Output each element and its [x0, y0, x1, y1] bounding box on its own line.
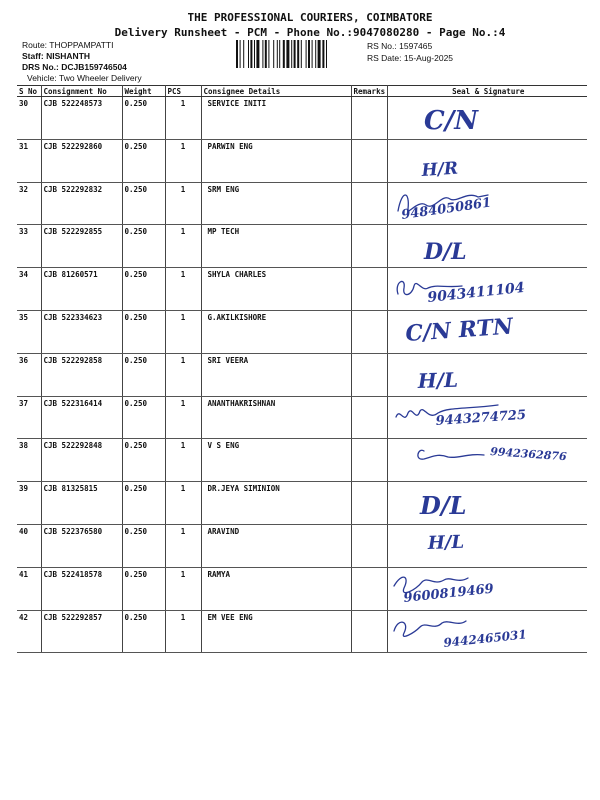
cell-consignee: SHYLA CHARLES: [201, 268, 351, 311]
cell-signature: [387, 268, 587, 311]
cell-remarks: [351, 97, 387, 140]
cell-signature: [387, 567, 587, 610]
cell-remarks: [351, 310, 387, 353]
drs-value: DCJB159746504: [61, 62, 127, 72]
svg-text:9443274725: 9443274725: [434, 407, 527, 429]
col-header-sno: S No: [17, 86, 41, 97]
cell-signature: [387, 97, 587, 140]
cell-consignment: CJB 522292860: [41, 139, 122, 182]
cell-consignment: CJB 522316414: [41, 396, 122, 439]
rs-number-line: [367, 41, 432, 51]
svg-text:H/L: H/L: [416, 367, 458, 393]
rs-number-value: 1597465: [399, 41, 433, 51]
svg-text:D/L: D/L: [423, 239, 467, 266]
cell-pcs: 1: [165, 610, 201, 653]
cell-consignee: PARWIN ENG: [201, 139, 351, 182]
route-label: Route:: [22, 40, 48, 50]
svg-text:D/L: D/L: [419, 491, 466, 521]
cell-consignee: ANANTHAKRISHNAN: [201, 396, 351, 439]
cell-consignee: RAMYA: [201, 567, 351, 610]
cell-weight: 0.250: [122, 353, 165, 396]
cell-consignee: G.AKILKISHORE: [201, 310, 351, 353]
handwritten-signature: [388, 268, 596, 310]
handwritten-signature: [388, 568, 596, 610]
svg-text:H/R: H/R: [420, 158, 459, 181]
cell-sno: 34: [17, 268, 41, 311]
cell-remarks: [351, 353, 387, 396]
handwritten-signature: [388, 354, 596, 396]
cell-weight: 0.250: [122, 610, 165, 653]
col-header-pcs: PCS: [165, 86, 201, 97]
table-row: [17, 139, 587, 182]
cell-remarks: [351, 268, 387, 311]
company-title: THE PROFESSIONAL COURIERS, COIMBATORE: [187, 11, 433, 24]
cell-weight: 0.250: [122, 396, 165, 439]
cell-signature: [387, 225, 587, 268]
cell-weight: 0.250: [122, 567, 165, 610]
cell-consignment: CJB 522334623: [41, 310, 122, 353]
route-line: [22, 40, 114, 50]
cell-signature: [387, 310, 587, 353]
runsheet-subtitle: Delivery Runsheet - PCM - Phone No.:9047080280 - Page No.:4: [114, 26, 506, 39]
cell-pcs: 1: [165, 182, 201, 225]
cell-signature: [387, 353, 587, 396]
barcode-image: [236, 40, 362, 68]
cell-consignment: CJB 522376580: [41, 524, 122, 567]
svg-text:9942362876: 9942362876: [489, 445, 567, 464]
table-header-row: [17, 86, 587, 97]
cell-sno: 33: [17, 225, 41, 268]
table-row: [17, 225, 587, 268]
cell-remarks: [351, 482, 387, 525]
handwritten-signature: [388, 97, 596, 139]
cell-remarks: [351, 396, 387, 439]
cell-remarks: [351, 182, 387, 225]
cell-consignment: CJB 522292848: [41, 439, 122, 482]
cell-consignment: CJB 522292858: [41, 353, 122, 396]
cell-consignment: CJB 81325815: [41, 482, 122, 525]
handwritten-signature: [388, 225, 596, 267]
cell-remarks: [351, 225, 387, 268]
cell-consignee: EM VEE ENG: [201, 610, 351, 653]
cell-consignee: ARAVIND: [201, 524, 351, 567]
handwritten-signature: [388, 183, 596, 225]
cell-consignee: DR.JEYA SIMINION: [201, 482, 351, 525]
cell-sno: 38: [17, 439, 41, 482]
cell-sno: 39: [17, 482, 41, 525]
svg-text:9600819469: 9600819469: [402, 581, 494, 606]
cell-pcs: 1: [165, 139, 201, 182]
table-row: [17, 268, 587, 311]
table-row: [17, 610, 587, 653]
cell-sno: 40: [17, 524, 41, 567]
cell-consignment: CJB 81260571: [41, 268, 122, 311]
col-header-consignee: Consignee Details: [201, 86, 351, 97]
staff-value: NISHANTH: [46, 51, 91, 61]
vehicle-label: Vehicle:: [27, 73, 57, 83]
cell-consignment: CJB 522292832: [41, 182, 122, 225]
cell-remarks: [351, 567, 387, 610]
cell-signature: [387, 396, 587, 439]
cell-weight: 0.250: [122, 225, 165, 268]
cell-weight: 0.250: [122, 439, 165, 482]
cell-weight: 0.250: [122, 524, 165, 567]
cell-weight: 0.250: [122, 268, 165, 311]
svg-text:9442465031: 9442465031: [442, 626, 527, 650]
cell-remarks: [351, 524, 387, 567]
col-header-weight: Weight: [122, 86, 165, 97]
cell-sno: 41: [17, 567, 41, 610]
drs-label: DRS No.:: [22, 62, 59, 72]
cell-sno: 32: [17, 182, 41, 225]
cell-remarks: [351, 439, 387, 482]
cell-sno: 35: [17, 310, 41, 353]
cell-consignment: CJB 522418578: [41, 567, 122, 610]
svg-text:C/N: C/N: [423, 106, 478, 136]
vehicle-line: [27, 73, 142, 83]
cell-pcs: 1: [165, 482, 201, 525]
cell-pcs: 1: [165, 524, 201, 567]
cell-weight: 0.250: [122, 310, 165, 353]
handwritten-signature: [388, 140, 596, 182]
table-row: [17, 310, 587, 353]
cell-signature: [387, 482, 587, 525]
cell-pcs: 1: [165, 567, 201, 610]
cell-signature: [387, 610, 587, 653]
table-row: [17, 439, 587, 482]
staff-label: Staff:: [22, 51, 44, 61]
cell-consignee: MP TECH: [201, 225, 351, 268]
cell-consignee: SRM ENG: [201, 182, 351, 225]
cell-sno: 30: [17, 97, 41, 140]
svg-text:9484050861: 9484050861: [399, 195, 492, 223]
cell-sno: 36: [17, 353, 41, 396]
handwritten-signature: [388, 439, 596, 481]
cell-sno: 37: [17, 396, 41, 439]
handwritten-signature: [388, 397, 596, 439]
rs-number-label: RS No.:: [367, 41, 397, 51]
handwritten-signature: [388, 525, 596, 567]
cell-sno: 31: [17, 139, 41, 182]
drs-line: [22, 62, 127, 72]
cell-sno: 42: [17, 610, 41, 653]
table-row: [17, 524, 587, 567]
cell-consignment: CJB 522292855: [41, 225, 122, 268]
cell-consignment: CJB 522292857: [41, 610, 122, 653]
cell-pcs: 1: [165, 225, 201, 268]
cell-signature: [387, 139, 587, 182]
table-row: [17, 396, 587, 439]
table-row: [17, 353, 587, 396]
delivery-table: [17, 85, 587, 653]
cell-consignee: V S ENG: [201, 439, 351, 482]
cell-remarks: [351, 610, 387, 653]
rs-date-label: RS Date:: [367, 53, 402, 63]
cell-pcs: 1: [165, 310, 201, 353]
handwritten-signature: [388, 482, 596, 524]
cell-weight: 0.250: [122, 97, 165, 140]
cell-remarks: [351, 139, 387, 182]
svg-text:9043411104: 9043411104: [426, 280, 525, 307]
cell-pcs: 1: [165, 268, 201, 311]
cell-signature: [387, 524, 587, 567]
cell-signature: [387, 182, 587, 225]
table-row: [17, 182, 587, 225]
cell-consignee: SERVICE INITI: [201, 97, 351, 140]
cell-pcs: 1: [165, 97, 201, 140]
svg-text:C/N RTN: C/N RTN: [404, 313, 514, 347]
cell-consignment: CJB 522248573: [41, 97, 122, 140]
cell-consignee: SRI VEERA: [201, 353, 351, 396]
rs-date-line: [367, 53, 453, 63]
cell-pcs: 1: [165, 396, 201, 439]
table-row: [17, 567, 587, 610]
cell-signature: [387, 439, 587, 482]
table-row: [17, 97, 587, 140]
col-header-consignment: Consignment No: [41, 86, 122, 97]
cell-weight: 0.250: [122, 182, 165, 225]
col-header-signature: Seal & Signature: [387, 86, 587, 97]
vehicle-value: Two Wheeler Delivery: [59, 73, 142, 83]
handwritten-signature: [388, 311, 596, 353]
route-value: THOPPAMPATTI: [49, 40, 114, 50]
col-header-remarks: Remarks: [351, 86, 387, 97]
rs-date-value: 15-Aug-2025: [403, 53, 454, 63]
staff-line: [22, 51, 90, 61]
cell-weight: 0.250: [122, 139, 165, 182]
handwritten-signature: [388, 611, 596, 653]
cell-pcs: 1: [165, 439, 201, 482]
cell-weight: 0.250: [122, 482, 165, 525]
svg-text:H/L: H/L: [426, 531, 464, 554]
cell-pcs: 1: [165, 353, 201, 396]
table-row: [17, 482, 587, 525]
